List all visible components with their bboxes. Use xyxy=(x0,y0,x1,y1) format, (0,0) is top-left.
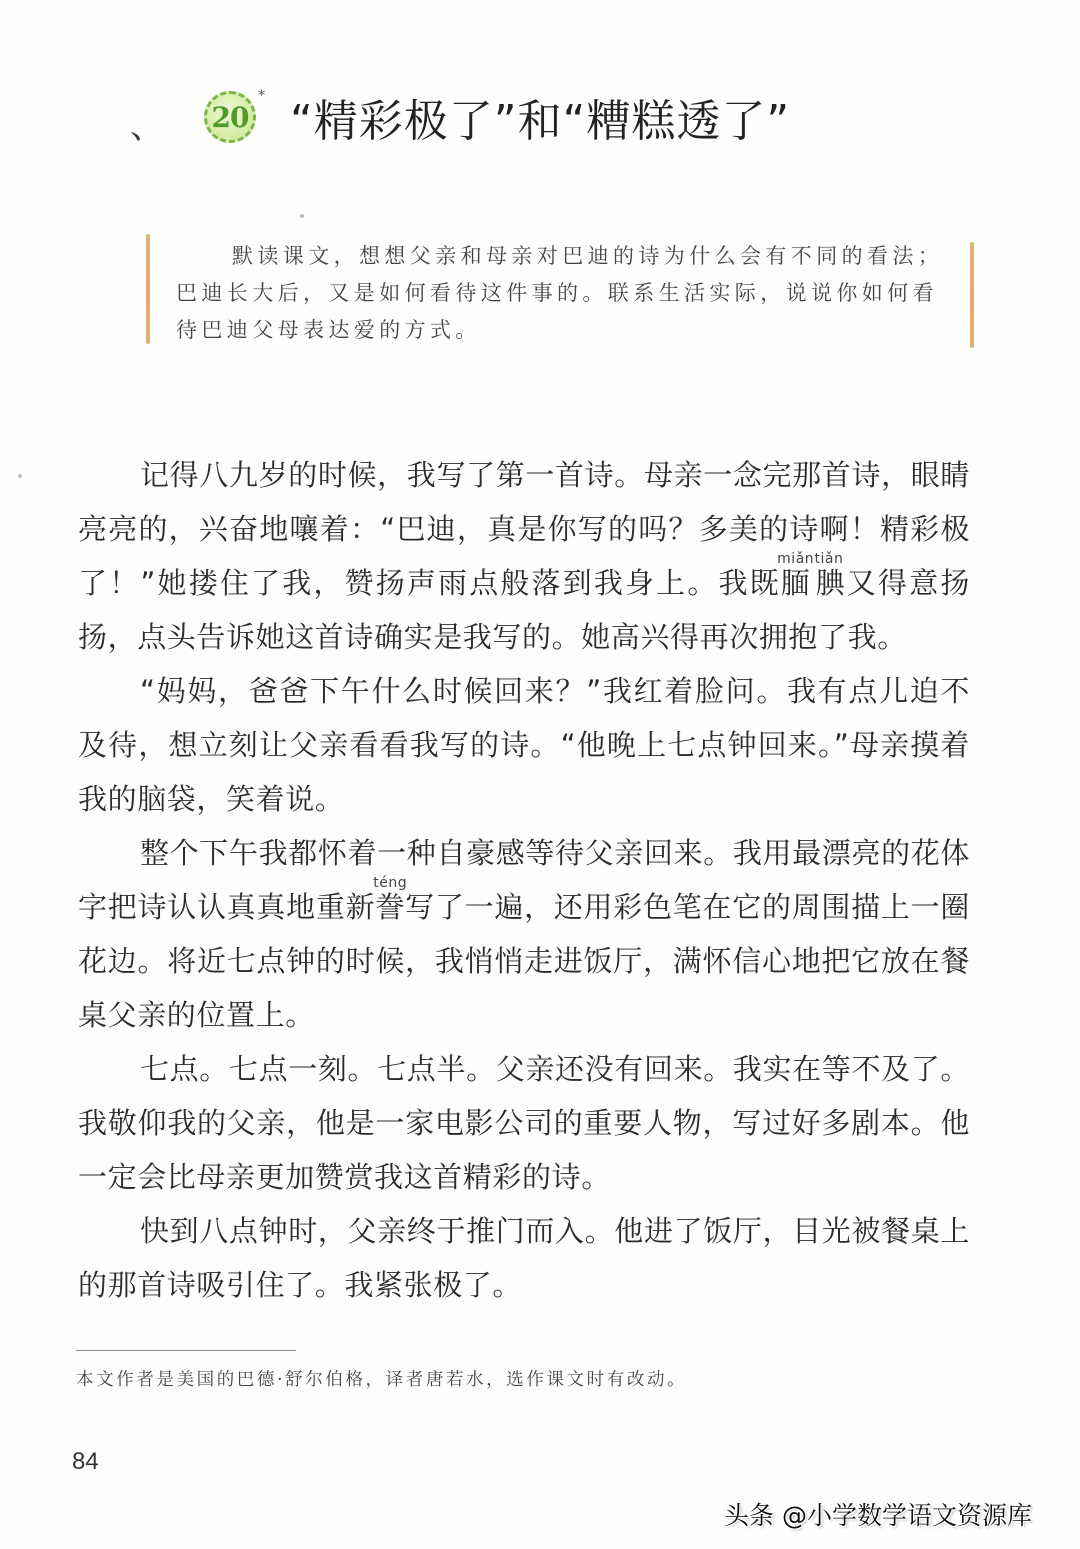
footnote-divider xyxy=(76,1350,296,1351)
paragraph-text: 整个下午我都怀着一种自豪感等待父亲回来。我用最漂亮的花体字把诗认认真真地重新 xyxy=(78,836,970,924)
paragraph-text: 记得八九岁的时候，我写了第一首诗。母亲一念完那首诗，眼睛亮亮的，兴奋地嚷着：“巴迪，真是你写的吗？多美的诗啊！精彩极了！”她搂住了我，赞扬声雨点般落到我身上。我既 xyxy=(78,458,970,600)
ruby-annotation xyxy=(373,875,408,924)
pinyin: tiǎn xyxy=(814,551,844,567)
punctuation-mark: 、 xyxy=(130,106,164,147)
paragraph-2: “妈妈，爸爸下午什么时候回来？”我红着脸问。我有点儿迫不及待，想立刻让父亲看看我写的诗。“他晚上七点钟回来。”母亲摸着我的脑袋，笑着说。 xyxy=(78,674,970,816)
ruby-annotation xyxy=(777,551,815,600)
lesson-number-badge-icon xyxy=(204,88,265,143)
page-number: 84 xyxy=(72,1448,99,1475)
lesson-body xyxy=(78,448,970,1312)
annotated-char: 腼 xyxy=(777,566,815,600)
reading-prompt-box xyxy=(146,234,974,346)
paragraph-1 xyxy=(78,448,970,664)
scan-speck xyxy=(18,474,22,478)
paragraph-5: 快到八点钟时，父亲终于推门而入。他进了饭厅，目光被餐桌上的那首诗吸引住了。我紧张极了。 xyxy=(78,1214,970,1302)
self-study-star-marker: * xyxy=(258,88,265,104)
scan-speck xyxy=(300,214,304,218)
annotated-char: 腆 xyxy=(814,566,847,600)
prompt-left-bar xyxy=(146,234,150,344)
footnote: 本文作者是美国的巴德·舒尔伯格，译者唐若水，选作课文时有改动。 xyxy=(76,1370,688,1390)
ruby-annotation xyxy=(814,551,847,600)
lesson-number: 20 xyxy=(211,100,249,134)
watermark: 头条 @小学数学语文资源库 xyxy=(724,1501,1032,1530)
paragraph-text: 写了一遍，还用彩色笔在它的周围描上一圈花边。将近七点钟的时候，我悄悄走进饭厅，满怀信心地把它放在餐桌父亲的位置上。 xyxy=(78,890,970,1032)
reading-prompt-text: 默读课文，想想父亲和母亲对巴迪的诗为什么会有不同的看法；巴迪长大后，又是如何看待这件事的。联系生活实际，说说你如何看待巴迪父母表达爱的方式。 xyxy=(176,244,944,342)
annotated-char: 誊 xyxy=(373,890,408,924)
paragraph-text: 又得意扬扬，点头告诉她这首诗确实是我写的。她高兴得再次拥抱了我。 xyxy=(78,566,970,654)
pinyin: miǎn xyxy=(777,551,815,567)
prompt-right-bar xyxy=(970,242,974,348)
paragraph-3 xyxy=(78,826,970,1042)
paragraph-4: 七点。七点一刻。七点半。父亲还没有回来。我实在等不及了。我敬仰我的父亲，他是一家电影公司的重要人物，写过好多剧本。他一定会比母亲更加赞赏我这首精彩的诗。 xyxy=(78,1052,970,1194)
lesson-title: “精彩极了”和“糟糕透了” xyxy=(290,96,791,147)
lesson-header xyxy=(130,82,790,152)
pinyin: téng xyxy=(373,875,408,891)
